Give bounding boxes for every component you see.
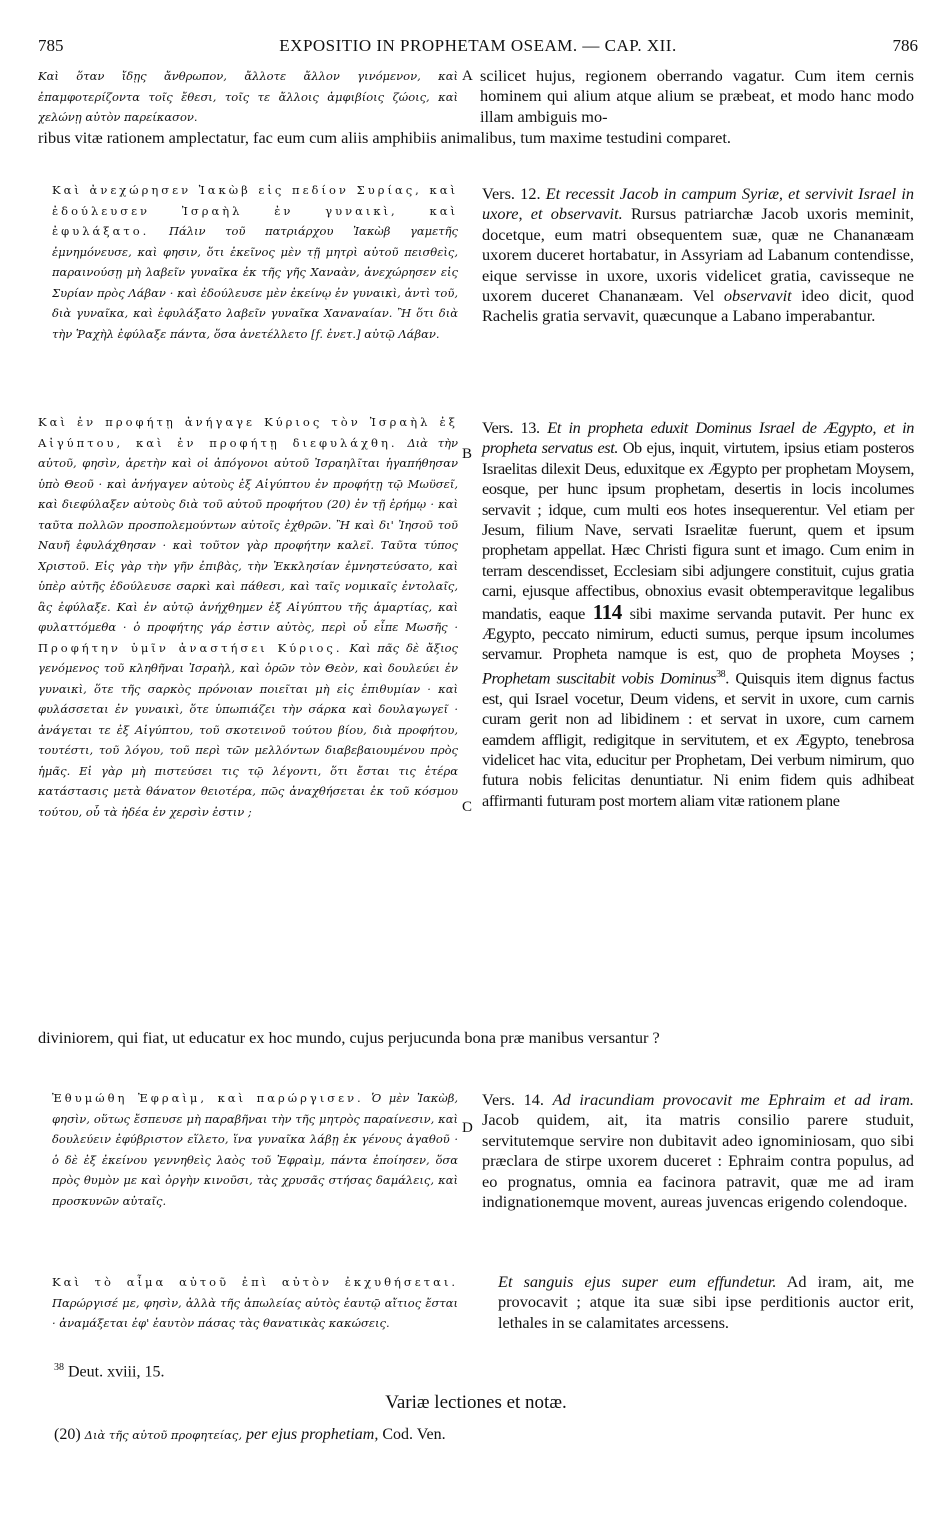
latin-commentary-13c: . Quisquis item dignus factus est, qui Israel vocetur, Deum videns, et servit in uxore, cum carnis curam gerit non ad libidinem : et servat in uxore, cum carnem eamdem affligit, redigitque in servitutem, et ex Ægypto, tenebrosa videlicet hac vita, educitur per Prophetam, Dei verbum nimirum, quo futura nobis felicitas denuntiatur. Ni enim fidem quis adhibeat affirmanti futuram post mortem aliam vitæ rationem plane	[482, 668, 915, 810]
column-number: 114	[592, 599, 622, 624]
latin-lemma-12: Et recessit Jacob in campum Syriæ, et servivit Israel in uxore, et observavit.	[482, 184, 914, 224]
running-header	[38, 36, 918, 58]
latin-verse-14	[482, 1090, 914, 1212]
latin-intro: scilicet hujus, regionem oberrando vagatur. Cum item cernis hominem qui alium atque alium se præbeat, et modo hanc modo illam ambiguis mo-	[480, 66, 914, 126]
latin-commentary-13a: Ob ejus, inquit, virtutem, ipsius etiam posteros Israelitas dilexit Deus, eduxitque ex Ægypto per prophetam Moysem, eosque, per hunc ipsum prophetam, desertis in locis incolumes servavit ; idque, cum multi eos hotes insequerentur. Vel etiam per Jesum, filium Nave, servati Israelitæ fuerunt, quem et ipsum prophetam appellat. Hæc Christi figura sunt et imago. Cum enim in terram descendisset, Ecclesiam sibi adjungere constituit, cujus gratia carni, ejusque affectibus, obnoxius evasit obtemperavitque legalibus mandatis, eaque	[482, 438, 914, 623]
running-title: EXPOSITIO IN PROPHETAM OSEAM. — CAP. XII.	[279, 36, 677, 55]
latin-lemma-14: Ad iracundiam provocavit me Ephraim et ad iram.	[552, 1090, 914, 1109]
footnote	[54, 1362, 164, 1381]
variant-source: Cod. Ven.	[382, 1426, 446, 1443]
latin-lemma-13: Et in propheta eduxit Dominus Israel de Ægypto, et in propheta servatus est.	[482, 418, 915, 458]
margin-marker-a: A	[462, 68, 473, 84]
greek-verse-14	[52, 1088, 458, 1228]
variant-reading	[54, 1426, 446, 1444]
verse-label-14: Vers. 14.	[482, 1090, 544, 1109]
footnote-text: Deut. xviii, 15.	[68, 1363, 165, 1381]
latin-scripture-quote: Prophetam suscitabit vobis Dominus	[482, 668, 717, 688]
latin-lemma-blood: Et sanguis ejus super eum effundetur.	[498, 1272, 777, 1291]
greek-lemma-12: Καὶ ἀνεχώρησεν Ἰακὼβ εἰς πεδίον Συρίας, καὶ ἐδούλευσεν Ἰσραὴλ ἐν γυναικὶ, καὶ ἐφυλάξατο.	[52, 183, 458, 238]
footnote-mark: 38	[54, 1362, 64, 1373]
greek-verse-13	[38, 412, 458, 826]
greek-intro: Καὶ ὅταν ἴδῃς ἄνθρωπον, ἄλλοτε ἄλλον γινόμενον, καὶ ἐπαμφοτερίζοντα τοῖς ἔθεσι, τοῖς τε ἄλλοις ἀμφιβίοις ζώοις, καὶ χελώνῃ αὐτὸν παρείκασον.	[38, 69, 458, 124]
greek-commentary-13a: Διὰ τὴν αὐτοῦ, φησὶν, ἀρετὴν καὶ οἱ ἀπόγονοι αὐτοῦ Ἰσραηλῖται ἠγαπήθησαν ὑπὸ Θεοῦ · καὶ ἀνήγαγεν αὐτοὺς ἐξ Αἰγύπτου ἐν προφήτῃ τῷ Μωϋσεῖ, καὶ διεφύλαξεν αὐτοὺς διὰ τοῦ αὐτοῦ προφήτου (20) ἐν τῇ ἐρήμῳ · καὶ ταῦτα πολλῶν προσπολεμούντων αὐτοῖς ἐχθρῶν. Ἢ καὶ δι' Ἰησοῦ τοῦ Ναυῆ ἐφυλάχθησαν · καὶ τοῦτον γὰρ προφήτην καλεῖ. Ταῦτα τύπος Χριστοῦ. Εἰς γὰρ τὴν γῆν ἐπιβὰς, τὴν Ἐκκλησίαν ἐμνηστεύσατο, καὶ ὑπὲρ αὐτῆς ἐδούλευσε σαρκὶ καὶ πάθεσι, καὶ ταῖς νομικαῖς ἐντολαῖς, ἃς ἐφύλαξε. Καὶ ἐν αὐτῷ ἀνήχθημεν ἐξ Αἰγύπτου τῆς ἁμαρτίας, καὶ φυλαττόμεθα · ὁ προφήτης γάρ ἐστιν αὐτὸς, περὶ οὗ εἶπε Μωσῆς ·	[38, 435, 458, 634]
page-number-left: 785	[38, 36, 64, 55]
variant-number: (20)	[54, 1426, 81, 1443]
intro-full-width: ribus vitæ rationem amplectatur, fac eum cum aliis amphibiis animalibus, tum maxime testudini comparet.	[38, 128, 731, 147]
greek-blood	[52, 1272, 458, 1356]
verse-label-13: Vers. 13.	[482, 418, 540, 437]
latin-verse-12: Vers. 12. Et recessit Jacob in campum Syriæ, et servivit Israel in uxore, et observavit. Rursus patriarchæ Jacob uxoris meminit, docetque, eum matri obsequentem suæ, quæ ne Chananæam uxorem duceret hortabatur, in Assyriam ad Labanum contendisse, eique servisse in uxore, uxoris videlicet gratia, cavisseque ne uxorem duceret Chananæam. Vel observavit ideo dicit, quod Rachelis gratia servavit, quæcunque a Labano imperabantur.	[482, 184, 914, 326]
verse-13-full-width: diviniorem, qui fiat, ut educatur ex hoc mundo, cujus perjucunda bona præ manibus versantur ?	[38, 1028, 660, 1047]
latin-blood	[498, 1272, 914, 1333]
latin-verse-13	[482, 418, 914, 811]
latin-commentary-14: Jacob quidem, ait, ita matris consilio parere studuit, servitutemque servire non dubitavit adeo ignominiosam, quo sibi præclara de stirpe uxorem duceret : Ephraim contra populus, ad eo prognatus, omnia ea facinora patravit, quæ me ad iram indignationemque movent, aureas juvencas erigendo colendoque.	[482, 1110, 914, 1212]
greek-commentary-12: Πάλιν τοῦ πατριάρχου Ἰακὼβ γαμετῆς ἐμνημόνευσε, καὶ φησιν, ὅτι ἐκεῖνος μὲν τῇ μητρὶ αὐτοῦ πεισθεὶς, παραινούσῃ μὴ λαβεῖν γυναῖκα ἐκ τῆς γῆς Χαναὰν, ἀνεχώρησεν εἰς Συρίαν πρὸς Λάβαν · καὶ ἐδούλευσε μὲν ἐκείνῳ ἐν γυναικὶ, ἀντὶ τοῦ, διὰ γυναῖκα, καὶ ἐφυλάξατο λαβεῖν γυναῖκα Χαναναίαν. Ἢ ὅτι διὰ τὴν Ῥαχὴλ ἐφύλαξε πάντα, ὅσα ἀνετέλλετο [f. ἐνετ.] αὐτῷ Λάβαν.	[52, 224, 458, 341]
greek-commentary-13b: Καὶ πᾶς δὲ ἄξιος γενόμενος τοῦ κληθῆναι Ἰσραὴλ, καὶ ὁρῶν τὸν Θεὸν, καὶ δουλεύει ἐν γυναικὶ, ὅτε τῆς σαρκὸς πρόνοιαν ποιεῖται μὴ εἰς ἐπιθυμίαν · καὶ φυλάσσεται ἐν γυναικὶ, ὅτε ὑπωπιάζει τὴν σάρκα καὶ δουλαγωγεῖ · ἀνάγεται τε ἐξ Αἰγύπτου, τοῦ σκοτεινοῦ τούτου βίου, διὰ προφήτου, τουτέστι, τοῦ λόγου, τοῦ περὶ τῶν μελλόντων διαβεβαιουμένου πρὸς ἡμᾶς. Εἰ γὰρ μὴ πιστεύσει τις τῷ λέγοντι, ὅτι ἔσται τις ἑτέρα κατάστασις μετὰ θάνατον θειοτέρα, πῶς ἀναχθήσεται ἐκ τοῦ κόσμου τούτου, οὗ τὰ ἡδέα ἐν χερσὶν ἐστιν ;	[38, 640, 458, 819]
variae-lectiones-title: Variæ lectiones et notæ.	[385, 1392, 567, 1413]
page-number-right: 786	[892, 36, 918, 55]
footnote-ref: 38	[716, 668, 726, 680]
margin-marker-c: C	[462, 799, 473, 815]
latin-commentary-12: Rursus patriarchæ Jacob uxoris meminit, docetque, eum matri obsequentem suæ, quæ ne Chananæam uxorem duceret hortabatur, in Assyriam ad Labanum contendisse, eique servisse in uxore, uxoris videlicet gratia, cavisseque ne uxorem duceret Chananæam. Vel	[482, 204, 914, 306]
verse-label-12: Vers. 12.	[482, 184, 541, 203]
greek-quote-13: Προφήτην ὑμῖν ἀναστήσει Κύριος.	[38, 640, 343, 655]
variant-latin: per ejus prophetiam,	[246, 1426, 379, 1443]
latin-commentary-13b: sibi maxime servanda putavit. Per hunc ex Ægypto, peccato nimirum, educti sumus, perque ipsum incolumes servamur. Propheta namque is est, quo de propheta Moyses ;	[482, 603, 915, 664]
greek-lemma-14: Ἐθυμώθη Ἐφραὶμ, καὶ παρώργισεν.	[52, 1091, 364, 1105]
greek-verse-12	[52, 180, 458, 406]
margin-marker-b: B	[462, 446, 473, 462]
greek-lemma-13: Καὶ ἐν προφήτῃ ἀνήγαγε Κύριος τὸν Ἰσραὴλ ἐξ Αἰγύπτου, καὶ ἐν προφήτῃ διεφυλάχθη.	[38, 415, 458, 450]
greek-commentary-blood: Παρώργισέ με, φησὶν, ἀλλὰ τῆς ἀπωλείας αὐτὸς ἑαυτῷ αἴτιος ἔσται · ἀναμάξεται ἐφ' ἑαυτὸν πάσας τὰς θανατικὰς κακώσεις.	[52, 1295, 458, 1330]
latin-commentary-blood: Ad iram, ait, me provocavit ; atque ita suæ sibi ipse perditionis auctor erit, lethales in se calamitates arcessens.	[498, 1272, 914, 1332]
margin-marker-d: D	[462, 1120, 473, 1136]
greek-lemma-blood: Καὶ τὸ αἷμα αὐτοῦ ἐπὶ αὐτὸν ἐκχυθήσεται.	[52, 1275, 458, 1289]
greek-commentary-14: Ὁ μὲν Ἰακὼβ, φησὶν, οὕτως ἔσπευσε μὴ παραβῆναι τὴν τῆς μητρὸς παραίνεσιν, καὶ δουλεύειν ἐφύβριστον εἵλετο, ἵνα γυναῖκα λάβῃ ἐκ γένους ἀγαθοῦ · ὁ δὲ ἐξ ἐκείνου γεννηθεὶς λαὸς τοῦ Ἐφραὶμ, πάντα ἐποίησεν, ὅσα πρὸς θυμὸν με καὶ ὀργὴν κινοῦσι, τὰς χρυσᾶς στήσας δαμάλεις, καὶ προσκυνῶν αὐταῖς.	[52, 1091, 458, 1208]
variant-greek: Διὰ τῆς αὐτοῦ προφητείας,	[84, 1428, 243, 1442]
